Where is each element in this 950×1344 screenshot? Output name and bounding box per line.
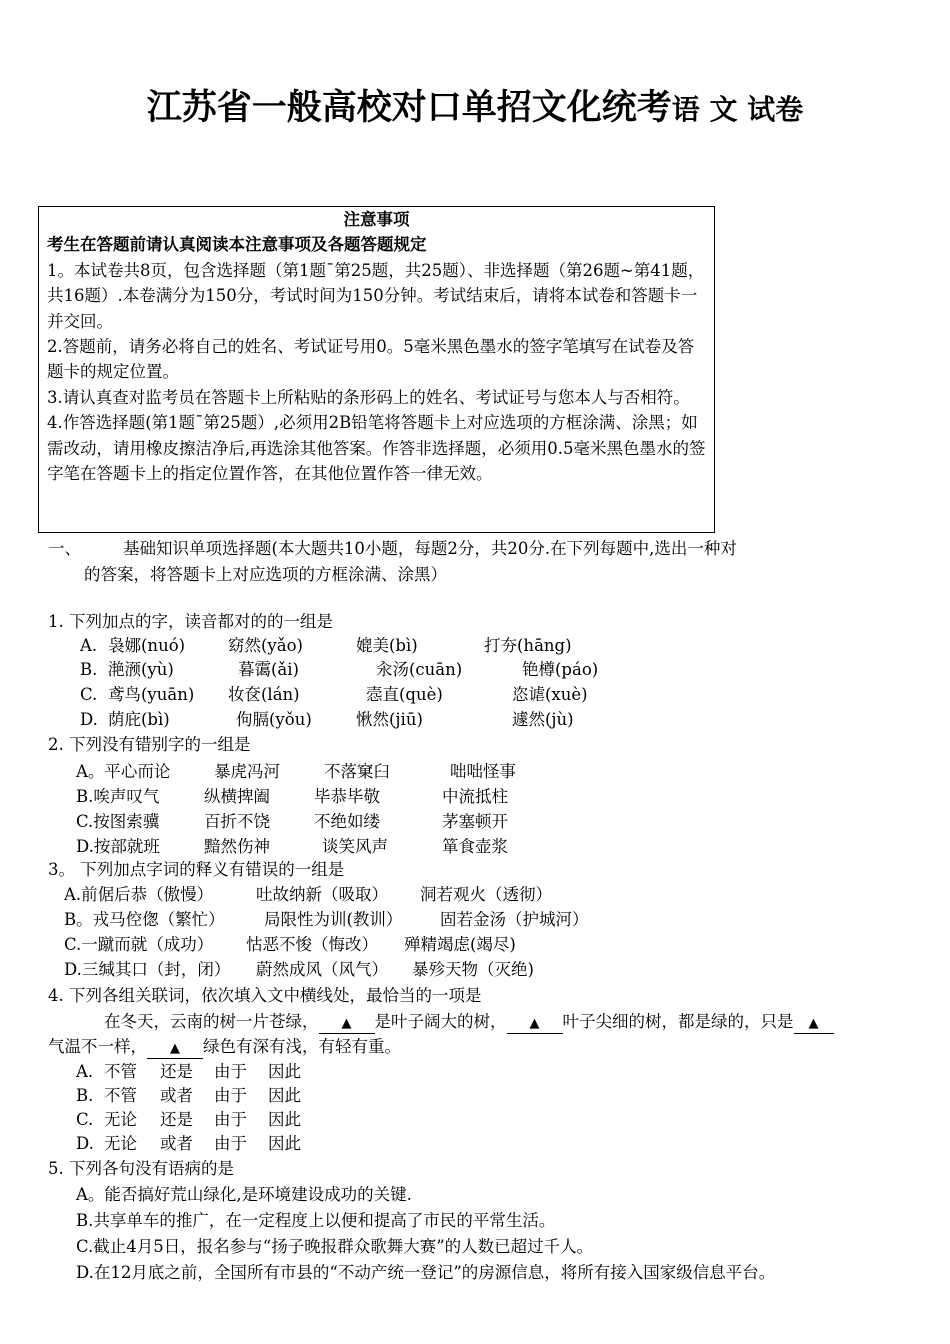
q2-option-c	[76, 810, 508, 834]
passage-text: 叶子尖细的树，都是绿的，只是	[562, 1012, 794, 1031]
q5-option-a: A。能否搞好荒山绿化,是环境建设成功的关键.	[76, 1185, 412, 1204]
q4-stem: 4. 下列各组关联词，依次填入文中横线处，最恰当的一项是	[48, 986, 482, 1005]
option-item: C.一蹴而就（成功）	[64, 935, 214, 954]
option-item: 由于	[214, 1110, 247, 1129]
option-item: 鸢鸟(yuān)	[108, 685, 195, 704]
option-item: 窈然(yǎo)	[228, 636, 303, 655]
option-item: 或者	[160, 1134, 193, 1153]
q4-option-c	[76, 1108, 301, 1132]
option-item: 纵横捭阖	[204, 787, 270, 806]
notice-heading: 注意事项	[343, 210, 410, 229]
option-item: 中流抵柱	[442, 787, 508, 806]
option-item: 吐故纳新（吸取）	[256, 885, 388, 904]
q3-option-c	[64, 933, 516, 957]
q2-stem: 2. 下列没有错别字的一组是	[48, 735, 251, 754]
option-item: 悫直(què)	[366, 685, 443, 704]
option-item: A。平心而论	[76, 762, 171, 781]
option-letter: B.	[76, 1086, 94, 1105]
option-item: 佝膈(yǒu)	[236, 710, 312, 729]
option-letter: C.	[76, 1110, 94, 1129]
q5-option-c: C.截止4月5日，报名参与“扬子晚报群众歌舞大赛”的人数已超过千人。	[76, 1237, 594, 1256]
option-item: 不管	[104, 1086, 137, 1105]
option-item: 不管	[104, 1062, 137, 1081]
option-item: A.前倨后恭（傲慢）	[64, 885, 214, 904]
q1-option-d	[80, 708, 574, 732]
q1-option-a	[80, 634, 572, 658]
q1-stem: 1. 下列加点的字，读音都对的的一组是	[48, 612, 333, 631]
q5-stem: 5. 下列各句没有语病的是	[48, 1159, 234, 1178]
option-item: 不绝如缕	[314, 812, 380, 831]
option-item: D.按部就班	[76, 837, 160, 856]
passage-text: 是叶子阔大的树，	[374, 1012, 507, 1031]
q3-option-d	[64, 958, 534, 982]
option-item: 暴殄天物（灭绝)	[412, 960, 534, 979]
option-item: 铯樽(páo)	[522, 660, 599, 679]
section1-text: 基础知识单项选择题(本大题共10小题，每题2分，共20分.在下列每题中,选出一种对	[123, 539, 737, 558]
option-item: 局限性为训(教训）	[264, 910, 403, 929]
option-item: D.三缄其口（封，闭）	[64, 960, 231, 979]
option-item: 由于	[214, 1086, 247, 1105]
option-item: 愀然(jiū)	[356, 710, 423, 729]
option-letter: A.	[76, 1062, 94, 1081]
option-item: 暴虎冯河	[214, 762, 280, 781]
option-item: 遽然(jù)	[512, 710, 574, 729]
q4-passage-line1	[104, 1010, 834, 1034]
option-item: 荫庇(bì)	[108, 710, 170, 729]
option-item: 洞若观火（透彻）	[420, 885, 552, 904]
option-item: 因此	[268, 1062, 301, 1081]
q2-option-b	[76, 785, 508, 809]
option-item: 百折不饶	[204, 812, 270, 831]
notice-subheading: 考生在答题前请认真阅读本注意事项及各题答题规定	[47, 235, 427, 255]
option-item: B.唉声叹气	[76, 787, 160, 806]
option-item: 汆汤(cuān)	[376, 660, 463, 679]
q3-option-a	[64, 883, 552, 907]
q2-option-d	[76, 835, 508, 859]
option-item: 还是	[160, 1110, 193, 1129]
option-item: 因此	[268, 1134, 301, 1153]
option-letter: C.	[80, 685, 98, 704]
option-letter: B.	[80, 660, 98, 679]
q3-option-b	[64, 908, 589, 932]
q1-option-c	[80, 683, 588, 707]
q5-option-d: D.在12月底之前，全国所有市县的“不动产统一登记”的房源信息，将所有接入国家级信息平台。	[76, 1263, 776, 1282]
option-item: 黯然伤神	[204, 837, 270, 856]
notice-box	[38, 206, 715, 533]
q4-option-a	[76, 1060, 301, 1084]
q3-stem: 3。 下列加点字词的释义有错误的一组是	[48, 860, 345, 879]
option-item: 无论	[104, 1134, 137, 1153]
q4-option-d	[76, 1132, 301, 1156]
option-item: 无论	[104, 1110, 137, 1129]
notice-item-2: 2.答题前，请务必将自己的姓名、考试证号用0。5毫米黑色墨水的签字笔填写在试卷及答题卡的规定位置。	[47, 337, 695, 382]
section1-num: 一、	[48, 539, 81, 558]
option-item: 怙恶不悛（悔改）	[246, 935, 378, 954]
option-item: 滟滪(yù)	[108, 660, 174, 679]
passage-text: 在冬天，云南的树一片苍绿，	[104, 1012, 319, 1031]
option-item: 蔚然成风（风气）	[256, 960, 388, 979]
title-main: 江苏省一般高校对口单招文化统考	[146, 88, 672, 128]
option-item: 不落窠臼	[324, 762, 390, 781]
passage-text: 气温不一样，	[48, 1037, 147, 1056]
option-item: 因此	[268, 1110, 301, 1129]
option-item: 打夯(hāng)	[484, 636, 572, 655]
option-item: 妆奁(lán)	[228, 685, 300, 704]
option-item: 由于	[214, 1134, 247, 1153]
option-item: 殚精竭虑(竭尽)	[404, 935, 516, 954]
blank-marker: ▲	[341, 1016, 352, 1031]
q4-option-b	[76, 1084, 301, 1108]
option-item: 谈笑风声	[322, 837, 388, 856]
notice-item-3: 3.请认真查对监考员在答题卡上所粘贴的条形码上的姓名、考试证号与您本人与否相符。	[47, 387, 690, 407]
blank-4	[147, 1038, 203, 1059]
option-item: 固若金汤（护城河）	[440, 910, 589, 929]
q2-option-a	[76, 760, 516, 784]
option-item: 咄咄怪事	[450, 762, 516, 781]
option-item: 袅娜(nuó)	[108, 636, 186, 655]
blank-2	[507, 1013, 563, 1034]
section1-line1	[48, 537, 737, 561]
option-letter: D.	[76, 1134, 94, 1153]
option-item: 暮霭(ǎi)	[238, 660, 299, 679]
option-item: 箪食壶浆	[442, 837, 508, 856]
blank-marker: ▲	[529, 1016, 540, 1031]
option-item: 媲美(bì)	[356, 636, 418, 655]
option-item: 因此	[268, 1086, 301, 1105]
option-item: 由于	[214, 1062, 247, 1081]
option-item: 或者	[160, 1086, 193, 1105]
option-item: B。戎马倥偬（繁忙）	[64, 910, 225, 929]
option-item: C.按图索骥	[76, 812, 160, 831]
q5-option-b: B.共享单车的推广，在一定程度上以便和提高了市民的平常生活。	[76, 1211, 556, 1230]
option-letter: D.	[80, 710, 98, 729]
blank-marker: ▲	[808, 1016, 819, 1031]
notice-item-1: 1。本试卷共8页，包含选择题（第1题¯第25题，共25题）、非选择题（第26题~第41题，共16题）.本卷满分为150分，考试时间为150分钟。考试结束后，请将本试卷和答题卡一并交回。	[47, 260, 705, 331]
blank-3	[794, 1013, 834, 1034]
notice-item-4: 4.作答选择题(第1题¯第25题）,必须用2B铅笔将答题卡上对应选项的方框涂满、涂黑；如需改动，请用橡皮擦洁净后,再选涂其他答案。作答非选择题，必须用0.5毫米黑色墨水的签字笔在答题卡上的指定位置作答，在其他位置作答一律无效。	[47, 413, 706, 484]
option-item: 茅塞顿开	[442, 812, 508, 831]
exam-title	[0, 80, 950, 130]
title-sub: 语 文 试卷	[671, 93, 804, 126]
option-letter: A.	[80, 636, 98, 655]
option-item: 毕恭毕敬	[314, 787, 380, 806]
q1-option-b	[80, 658, 599, 682]
option-item: 恣谑(xuè)	[512, 685, 588, 704]
option-item: 还是	[160, 1062, 193, 1081]
section1-line2: 的答案，将答题卡上对应选项的方框涂满、涂黑）	[84, 565, 447, 584]
passage-text: 绿色有深有浅，有轻有重。	[203, 1037, 401, 1056]
blank-marker: ▲	[170, 1041, 180, 1056]
blank-1	[319, 1013, 375, 1034]
q4-passage-line2	[48, 1035, 401, 1059]
